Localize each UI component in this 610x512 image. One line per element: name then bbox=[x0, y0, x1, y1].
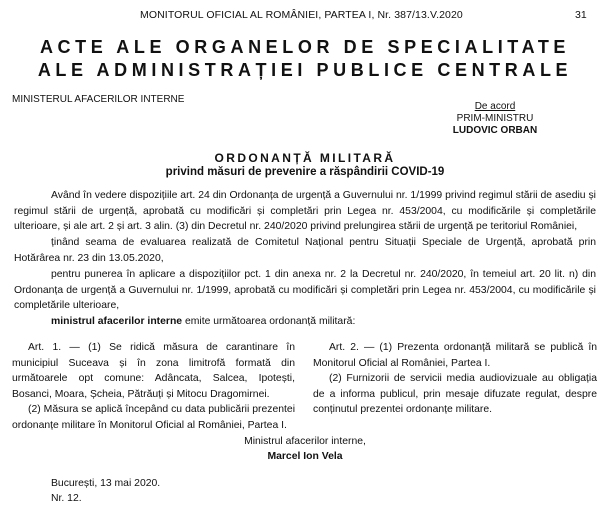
approval-label: De acord bbox=[474, 101, 516, 112]
section-heading-line2: ALE ADMINISTRAȚIEI PUBLICE CENTRALE bbox=[37, 60, 573, 80]
document-subtitle: privind măsuri de prevenire a răspândirii COVID-19 bbox=[165, 166, 445, 178]
document-title: ORDONANȚĂ MILITARĂ bbox=[214, 151, 396, 165]
article-2-paragraph-2: (2) Furnizorii de servicii media audiovizuale au obligația de a informa publicul, prin mesaje difuzate regulat, despre conținutul prezentei ordonanțe militare. bbox=[313, 373, 597, 415]
signatory-title: Ministrul afacerilor interne, bbox=[244, 436, 366, 447]
article-1-paragraph-2: (2) Măsura se aplică începând cu data publicării prezentei ordonanțe militare în Monitorul Oficial al României, Partea I. bbox=[12, 404, 295, 431]
section-heading-line1: ACTE ALE ORGANELOR DE SPECIALITATE bbox=[39, 37, 571, 57]
document-number: Nr. 12. bbox=[51, 493, 82, 504]
ministry-name: MINISTERUL AFACERILOR INTERNE bbox=[12, 94, 185, 105]
approval-name: LUDOVIC ORBAN bbox=[452, 125, 538, 136]
preamble-paragraph-3: pentru punerea în aplicare a dispozițiilor pct. 1 din anexa nr. 2 la Decretul nr. 240/2020, în temeiul art. 20 lit. n) din Ordonanța de urgență a Guvernului nr. 1/1999, aprobată cu modificări și completări prin Legea nr. 453/2004, cu modificările și completările ulterioare, bbox=[14, 269, 596, 311]
issuer-rest: emite următoarea ordonanță militară: bbox=[182, 316, 356, 327]
article-1-paragraph-1: Art. 1. — (1) Se ridică măsura de carantinare în municipiul Suceava și în zona limitrofă formată din următoarele opt comune: Adâncata, Salcea, Ipotești, Bosanci, Moara, Șcheia, Pătrăuți și Mitocu Dragomirnei. bbox=[12, 342, 295, 400]
article-2-paragraph-1: Art. 2. — (1) Prezenta ordonanță militară se publică în Monitorul Oficial al României, Partea I. bbox=[313, 342, 597, 369]
article-1 bbox=[12, 340, 295, 433]
page-number: 31 bbox=[575, 9, 587, 21]
issuer-name: ministrul afacerilor interne bbox=[51, 316, 183, 327]
preamble-paragraph-2: ținând seama de evaluarea realizată de Comitetul Național pentru Situații Speciale de Urgență, aprobată prin Hotărârea nr. 23 din 13.05.2020, bbox=[14, 237, 596, 264]
approval-role: PRIM-MINISTRU bbox=[456, 113, 534, 124]
place-date: București, 13 mai 2020. bbox=[51, 478, 161, 489]
gazette-header: MONITORUL OFICIAL AL ROMÂNIEI, PARTEA I, Nr. 387/13.V.2020 bbox=[140, 9, 463, 21]
article-2 bbox=[313, 340, 597, 418]
signatory-name: Marcel Ion Vela bbox=[267, 451, 343, 462]
preamble-paragraph-1: Având în vedere dispozițiile art. 24 din Ordonanța de urgență a Guvernului nr. 1/1999 privind regimul stării de asediu și regimul stării de urgență, aprobată cu modificări și completări prin Legea nr. 453/2004, cu modificările și completările ulterioare, și ale art. 2 și art. 3 alin. (3) din Decretul nr. 240/2020 privind prelungirea stării de urgență pe teritoriul României, bbox=[14, 190, 596, 232]
issuer-statement bbox=[51, 316, 355, 327]
